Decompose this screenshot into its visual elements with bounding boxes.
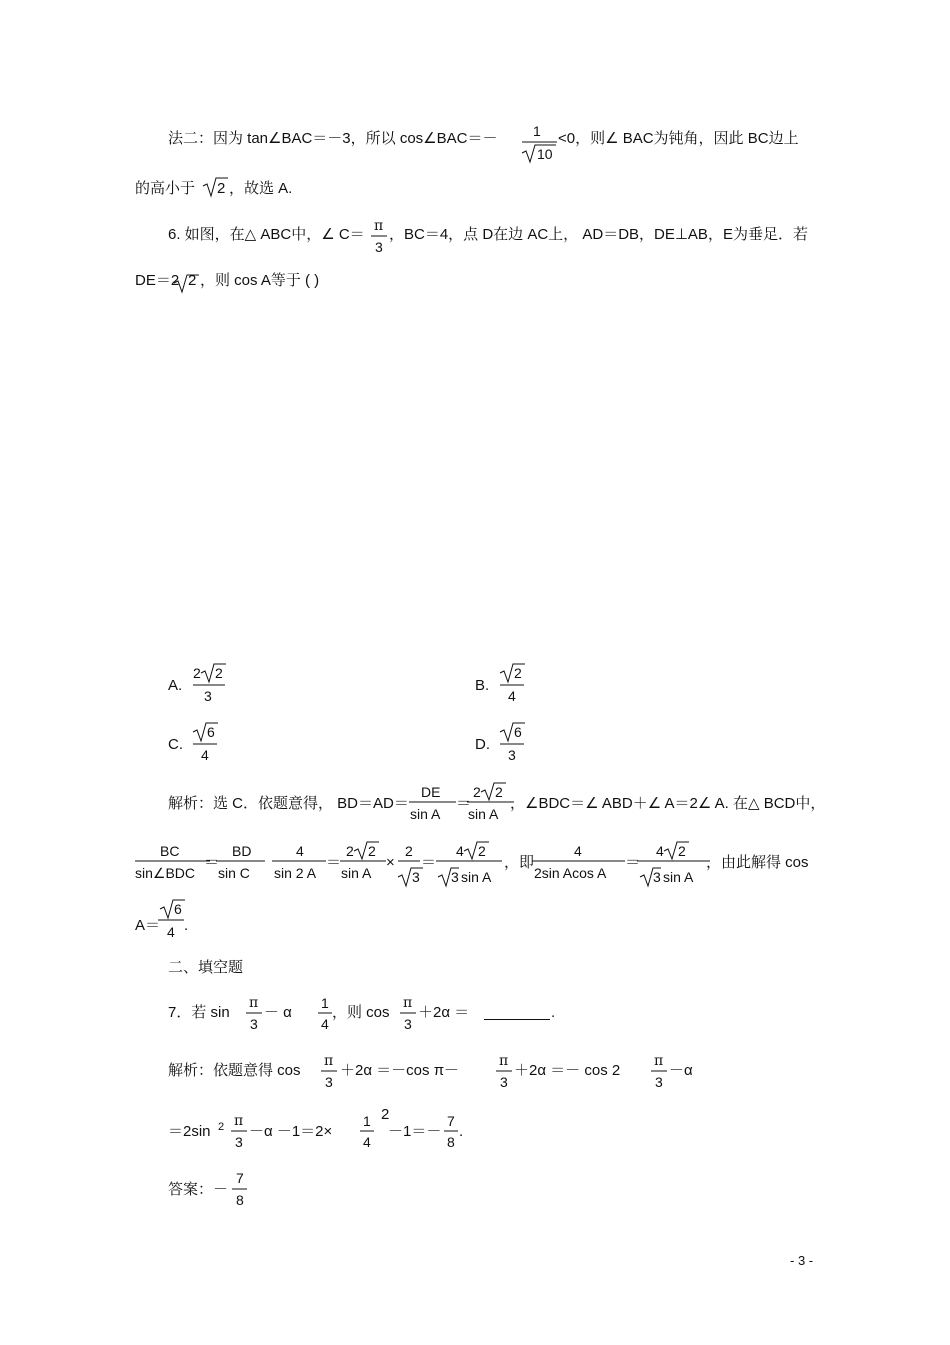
sol6-f8-den-tail: sin A — [663, 869, 694, 885]
method2-line2-end: ，故选 A. — [229, 180, 293, 197]
sol7-pi2: π — [499, 1053, 509, 1069]
sol7-l2-a: ＝2sin — [168, 1123, 211, 1140]
q6-line2-a: DE＝2 — [135, 272, 180, 289]
sol7-l2-sq: 2 — [381, 1106, 390, 1123]
sol6-f2-den: sin A — [468, 806, 499, 822]
sol7-l2-c: －1＝－ — [388, 1123, 442, 1140]
sol6-f5-num: 2 — [405, 843, 413, 859]
sol7-l2-four: 4 — [363, 1134, 371, 1150]
option-b-den: 4 — [508, 688, 516, 704]
sol6-mid: ，即 — [504, 854, 535, 871]
sol6-f2-rad: 2 — [495, 784, 503, 800]
sol6-f3-den: sin 2 A — [274, 865, 317, 881]
sol6-eq4: ＝ — [625, 854, 641, 871]
sol7-b: ＋2α ＝－cos π－ — [340, 1062, 460, 1079]
q7-four: 4 — [321, 1016, 329, 1032]
sol7-three3: 3 — [655, 1074, 663, 1090]
sol6-f-bc: BC — [160, 843, 180, 859]
option-b-label: B. — [475, 677, 490, 694]
q7-pi: π — [249, 995, 259, 1011]
q7-d: ＋2α ＝ — [418, 1004, 470, 1021]
option-c-label: C. — [168, 736, 183, 753]
option-a-den: 3 — [204, 688, 212, 704]
method2-text: 法二：因为 tan∠BAC＝－3，所以 cos∠BAC＝－ — [168, 130, 498, 147]
method2-tail: <0，则∠ BAC为钝角，因此 BC边上 — [558, 130, 799, 147]
sol6-f4-coef: 2 — [346, 843, 354, 859]
q6-pi: π — [374, 218, 384, 234]
option-d-label: D. — [475, 736, 490, 753]
sol6-f5-den: 3 — [412, 869, 420, 885]
option-b-rad: 2 — [514, 665, 522, 681]
sol6-eq1: ＝ — [204, 854, 220, 871]
sol6-f6-coef: 4 — [456, 843, 464, 859]
answer-label: 答案：－ — [168, 1181, 229, 1198]
sol7-pi3: π — [654, 1053, 664, 1069]
section-heading: 二、填空题 — [168, 959, 244, 976]
sol7-three1: 3 — [325, 1074, 333, 1090]
q7-b: － α — [264, 1004, 292, 1021]
sol6-l1-eq: ＝ — [456, 795, 472, 812]
answer-num: 7 — [236, 1170, 244, 1186]
option-a-label: A. — [168, 677, 183, 694]
sol7-l2-sup: 2 — [218, 1121, 225, 1133]
page-number: - 3 - — [790, 1253, 814, 1268]
sol6-l1-b: ，∠BDC＝∠ ABD＋∠ A＝2∠ A. 在△ BCD中， — [510, 795, 826, 812]
sol6-f6-den-rad: 3 — [451, 869, 459, 885]
sol6-f8-den-rad: 3 — [653, 869, 661, 885]
method2-frac-den: 10 — [537, 146, 553, 162]
sol6-l2-end: ，由此解得 cos — [706, 854, 809, 871]
sol6-f8-coef: 4 — [656, 843, 664, 859]
sol6-f-sinc: sin C — [218, 865, 250, 881]
q6-line2-rad: 2 — [188, 272, 197, 289]
sol7-l2-pi: π — [234, 1113, 244, 1129]
q7-a: 7．若 sin — [168, 1004, 230, 1021]
sol6-f4-rad: 2 — [368, 843, 376, 859]
sol6-f1-den: sin A — [410, 806, 441, 822]
sol6-f-bd: BD — [232, 843, 252, 859]
q6-text-b: ，BC＝4，点 D在边 AC上， AD＝DB，DE⊥AB，E为垂足．若 — [389, 226, 808, 243]
sol6-f4-den: sin A — [341, 865, 372, 881]
sol7-l2-seven: 7 — [447, 1113, 455, 1129]
sol6-f2-coef: 2 — [473, 784, 481, 800]
sol6-l3-a: A＝ — [135, 917, 161, 934]
q7-c: ，则 cos — [332, 1004, 390, 1021]
sol6-eq2: ＝ — [326, 854, 342, 871]
method2-line2: 的高小于 — [135, 180, 196, 197]
sol6-f8-rad: 2 — [678, 843, 686, 859]
sol6-f7-num: 4 — [574, 843, 582, 859]
sol6-f7-den: 2sin Acos A — [534, 865, 607, 881]
sol7-l2-three: 3 — [235, 1134, 243, 1150]
q7-pi2: π — [403, 995, 413, 1011]
q7-three2: 3 — [404, 1016, 412, 1032]
sol7-l2-b: －α －1＝2× — [249, 1123, 333, 1140]
sol6-f6-rad: 2 — [478, 843, 486, 859]
q7-one: 1 — [321, 995, 329, 1011]
option-d-rad: 6 — [514, 724, 522, 740]
sol6-l3-end: . — [184, 917, 189, 934]
answer-den: 8 — [236, 1192, 244, 1208]
option-c-den: 4 — [201, 747, 209, 763]
option-d-den: 3 — [508, 747, 516, 763]
option-a-rad: 2 — [215, 665, 223, 681]
method2-rad: 2 — [217, 180, 226, 197]
option-c-rad: 6 — [207, 724, 215, 740]
q6-line2-b: ，则 cos A等于 ( ) — [200, 272, 320, 289]
sol7-c: ＋2α ＝－ cos 2 — [514, 1062, 621, 1079]
q6-text-a: 6. 如图，在△ ABC中，∠ C＝ — [168, 226, 365, 243]
q7-e: . — [551, 1004, 556, 1021]
option-a-coef: 2 — [193, 665, 201, 681]
sol6-l3-rad: 6 — [174, 901, 182, 917]
sol6-l1-a: 解析：选 C．依题意得， BD＝AD＝ — [168, 795, 409, 812]
sol6-f-sinbdc: sin∠BDC — [135, 865, 196, 881]
sol7-three2: 3 — [500, 1074, 508, 1090]
q6-three: 3 — [375, 239, 383, 255]
sol6-f1-num: DE — [421, 784, 441, 800]
method2-frac-num: 1 — [533, 123, 541, 139]
sol6-times: × — [386, 854, 395, 871]
sol7-l2-eight: 8 — [447, 1134, 455, 1150]
sol7-pi1: π — [324, 1053, 334, 1069]
sol6-eq3: ＝ — [421, 854, 437, 871]
sol6-l3-den: 4 — [167, 924, 175, 940]
sol7-d: －α — [669, 1062, 693, 1079]
sol7-l2-one: 1 — [363, 1113, 371, 1129]
q7-three: 3 — [250, 1016, 258, 1032]
sol7-l2-end: . — [459, 1123, 464, 1140]
sol6-f3-num: 4 — [296, 843, 304, 859]
sol7-a: 解析：依题意得 cos — [168, 1062, 301, 1079]
q7-answer-blank — [484, 1019, 550, 1020]
sol6-f6-den-tail: sin A — [461, 869, 492, 885]
